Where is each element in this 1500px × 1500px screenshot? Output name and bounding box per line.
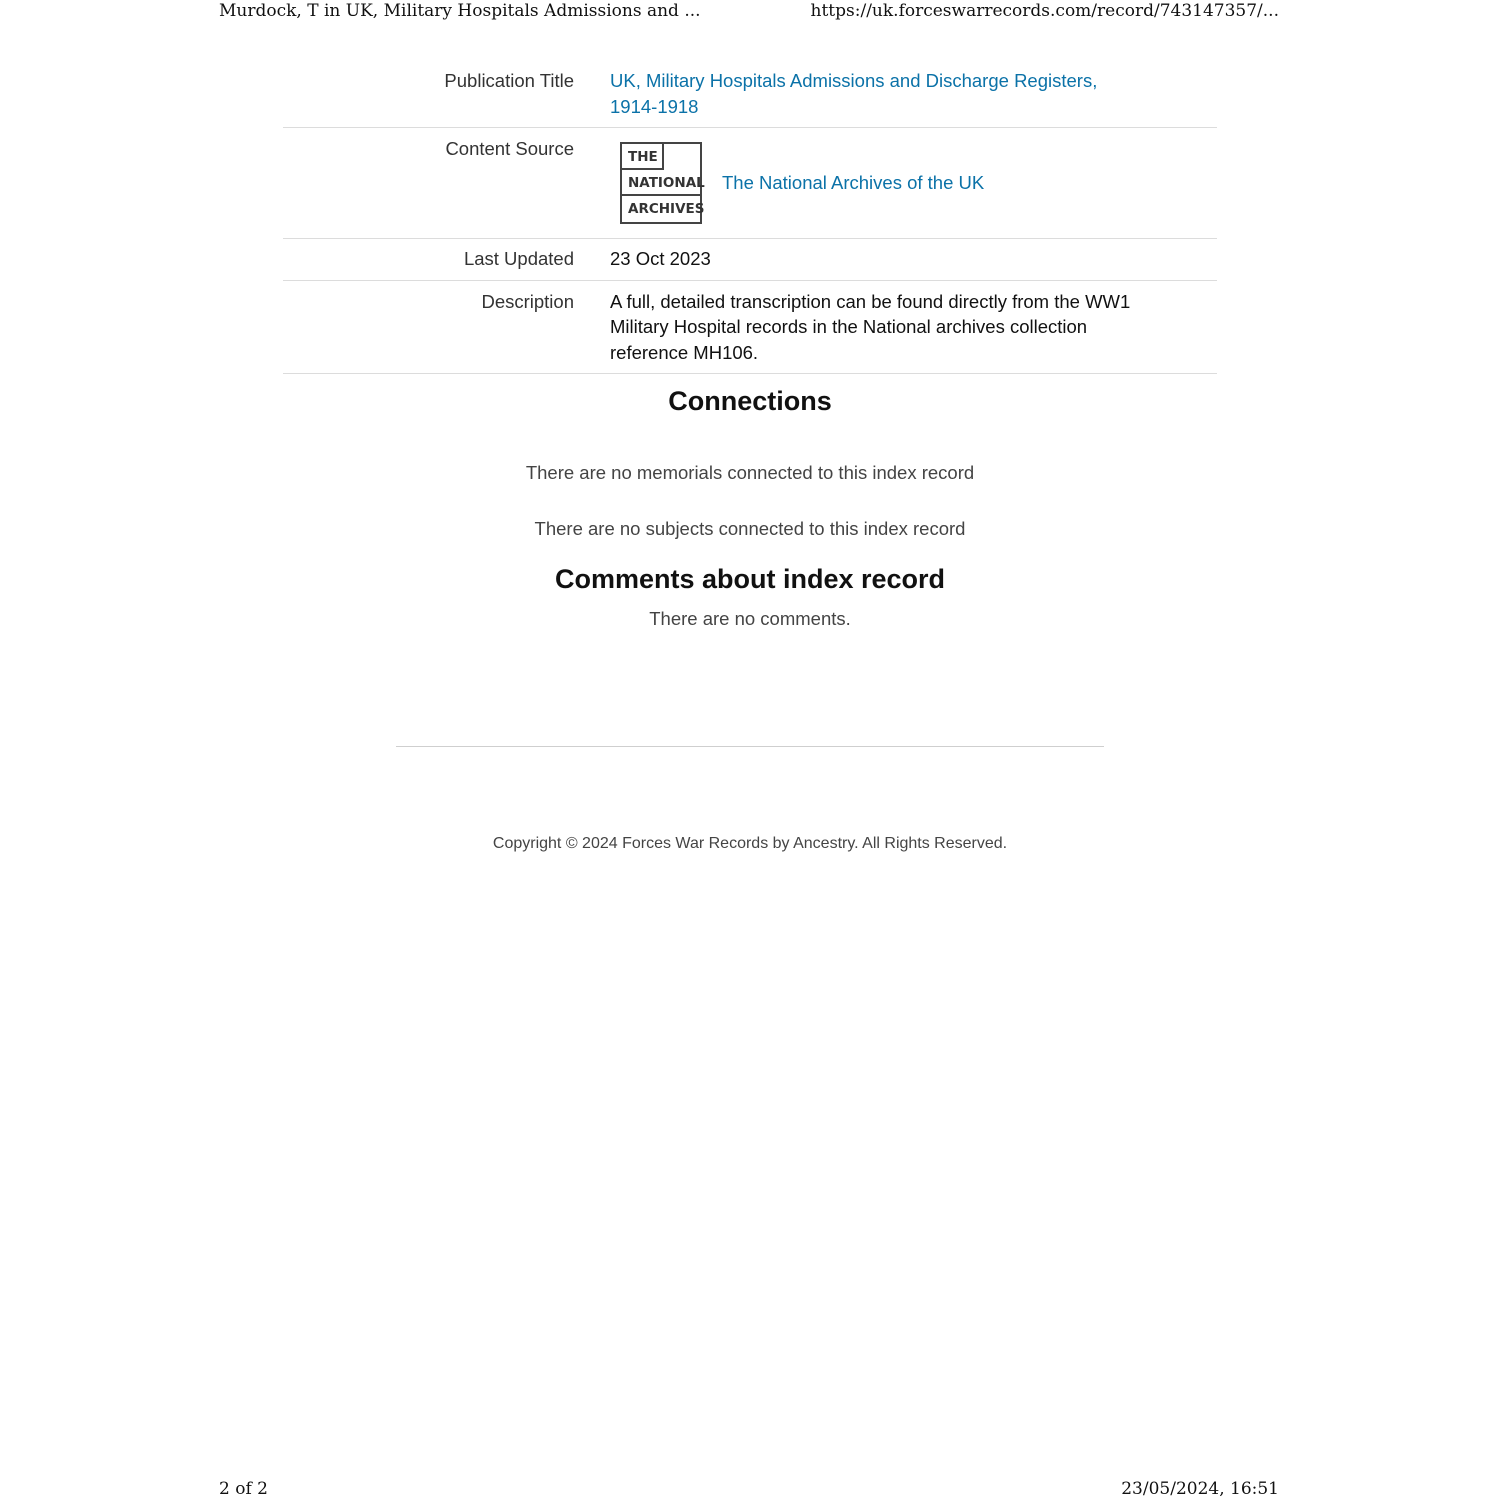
last-updated-value: 23 Oct 2023 — [610, 248, 711, 269]
description-line-2: Military Hospital records in the National archives collection — [610, 316, 1088, 337]
print-footer — [219, 1479, 1279, 1499]
logo-line-the: THE — [622, 144, 664, 170]
content-source-link[interactable]: The National Archives of the UK — [722, 172, 985, 194]
description-row — [283, 281, 1217, 375]
comments-heading: Comments about index record — [554, 564, 946, 594]
content-source-row — [283, 128, 1217, 239]
print-page-number: 2 of 2 — [219, 1479, 268, 1499]
no-subjects-text: There are no subjects connected to this index record — [534, 518, 966, 539]
publication-title-line-1: UK, Military Hospitals Admissions and Discharge Registers, — [610, 70, 1098, 91]
print-header-title: Murdock, T in UK, Military Hospitals Admissions and ... — [219, 1, 701, 21]
record-details-table — [283, 60, 1217, 374]
print-header — [219, 1, 1279, 21]
no-memorials-text: There are no memorials connected to this index record — [525, 462, 975, 483]
print-timestamp: 23/05/2024, 16:51 — [1121, 1479, 1279, 1499]
publication-title-row — [283, 60, 1217, 128]
content-source-label: Content Source — [445, 138, 574, 159]
description-line-1: A full, detailed transcription can be found directly from the WW1 — [610, 290, 1131, 312]
publication-title-line-2: 1914-1918 — [610, 95, 699, 117]
copyright-text: Copyright © 2024 Forces War Records by Ancestry. All Rights Reserved. — [492, 835, 1008, 852]
content-source-value — [610, 128, 1170, 238]
national-archives-logo[interactable] — [620, 142, 705, 224]
logo-line-archives: ARCHIVES — [628, 201, 705, 217]
print-header-url: https://uk.forceswarrecords.com/record/743147357/... — [810, 1, 1279, 21]
description-label: Description — [481, 290, 574, 312]
logo-line-national: NATIONAL — [622, 170, 700, 196]
footer-divider — [396, 746, 1104, 747]
publication-title-value — [610, 60, 1170, 127]
description-value — [610, 281, 1170, 374]
no-comments-text: There are no comments. — [649, 608, 851, 629]
description-line-3: reference MH106. — [610, 341, 759, 363]
connections-heading: Connections — [668, 386, 832, 416]
publication-title-label: Publication Title — [444, 70, 574, 91]
publication-title-link[interactable] — [610, 70, 1097, 117]
last-updated-label: Last Updated — [463, 248, 574, 269]
last-updated-row — [283, 239, 1217, 281]
